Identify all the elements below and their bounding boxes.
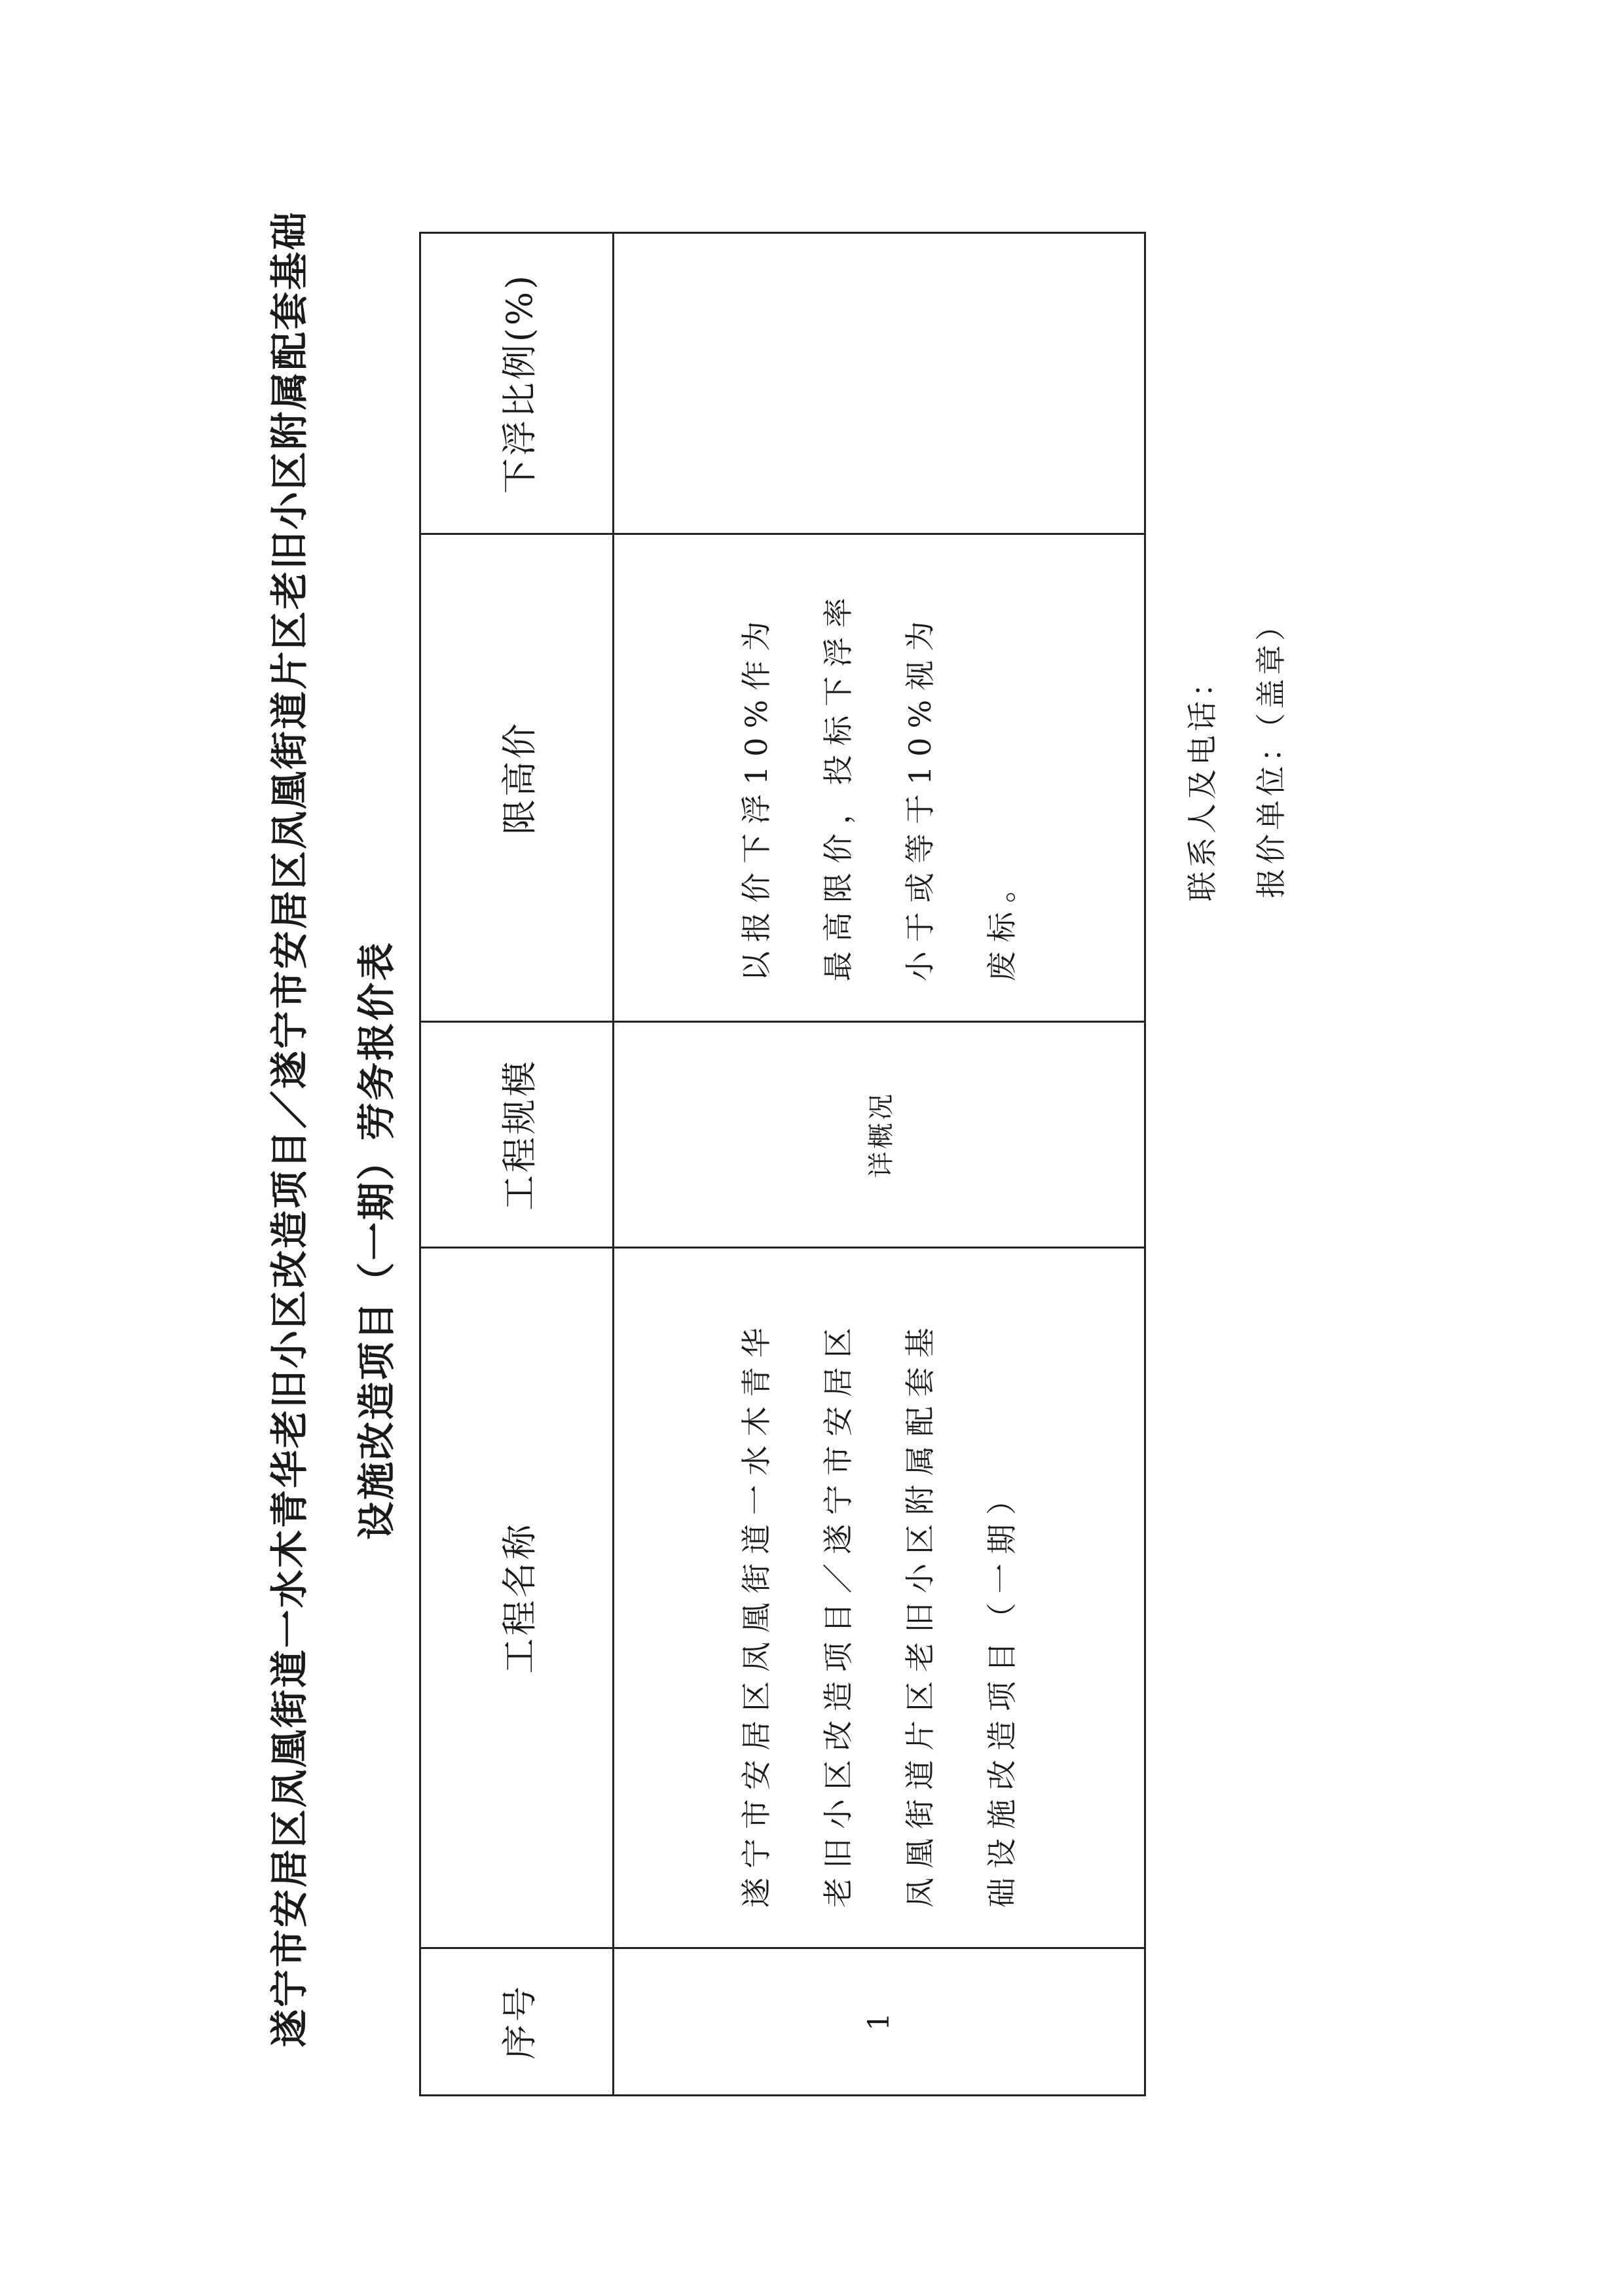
header-project-scale: 工程规模 <box>420 1022 614 1248</box>
cell-index: 1 <box>614 1948 1145 2096</box>
contact-person-phone: 联系人及电话： <box>1185 663 1220 902</box>
quote-unit-seal: 报价单位：（盖章） <box>1253 607 1289 898</box>
table-header-row <box>420 233 614 2096</box>
header-index: 序号 <box>420 1948 614 2096</box>
document-title-line-2: 设施改造项目（一期）劳务报价表 <box>354 940 399 1540</box>
price-table <box>419 232 1146 2096</box>
project-scale-text: 详概况 <box>866 1091 896 1178</box>
header-limit-price: 限高价 <box>420 534 614 1022</box>
document-title-line-1: 遂宁市安居区凤凰街道一水木青华老旧小区改造项目／遂宁市安居区凤凰街道片区老旧小区附属配套基础 <box>267 210 312 2047</box>
limit-price-text: 以报价下浮10%作为最高限价，投标下浮率小于或等于10%视为废标。 <box>738 589 1020 981</box>
project-name-text: 遂宁市安居区凤凰街道一水木青华老旧小区改造项目／遂宁市安居区凤凰街道片区老旧小区附属配套基础设施改造项目（一期） <box>738 1319 1020 1908</box>
header-project-name: 工程名称 <box>420 1248 614 1948</box>
cell-discount-ratio <box>614 233 1145 534</box>
cell-project-scale <box>614 1022 1145 1248</box>
header-discount-ratio: 下浮比例(%) <box>420 233 614 534</box>
cell-limit-price <box>614 534 1145 1022</box>
cell-project-name <box>614 1248 1145 1948</box>
table-row <box>614 233 1145 2096</box>
